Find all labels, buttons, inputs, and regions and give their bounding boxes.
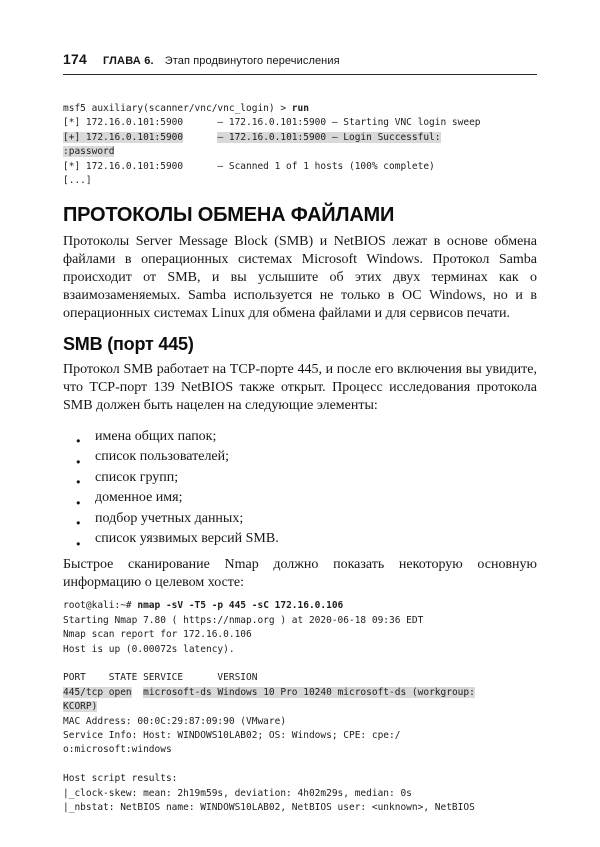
code-line bbox=[63, 628, 537, 642]
code-segment: Nmap scan report for 172.16.0.106 bbox=[63, 629, 252, 641]
code-line bbox=[63, 145, 537, 159]
code-line bbox=[63, 643, 537, 657]
list-item: ● имена общих папок; bbox=[63, 428, 537, 446]
code-line bbox=[63, 715, 537, 729]
running-head bbox=[63, 51, 537, 75]
code-segment: :password bbox=[63, 146, 115, 158]
code-line bbox=[63, 131, 537, 145]
code-segment: [+] 172.16.0.101:5900 bbox=[63, 131, 184, 143]
list-item: ● доменное имя; bbox=[63, 489, 537, 507]
code-segment: KCORP) bbox=[63, 701, 98, 713]
paragraph-file-protocols: Протоколы Server Message Block (SMB) и NetBIOS лежат в основе обмена файлами в операционных системах Microsoft Windows. Протокол Samba происходит от SMB, и вы услышите об этих двух терминах как о взаимозаменяемых. Samba используется не только в ОС Windows, но и в операционных системах Linux для обмена файлами и для сервисов печати. bbox=[63, 234, 537, 321]
chapter-title: Этап продвинутого перечисления bbox=[164, 55, 340, 67]
code-segment: microsoft-ds Windows 10 Pro 10240 microsoft-ds (workgroup: bbox=[143, 686, 475, 698]
code-segment: run bbox=[291, 103, 309, 114]
paragraph-nmap-scan: Быстрое сканирование Nmap должно показать некоторую основную информацию о целевом хосте: bbox=[63, 556, 537, 590]
list-item: ● список уязвимых версий SMB. bbox=[63, 530, 537, 548]
list-item: ● список групп; bbox=[63, 469, 537, 487]
code-segment: o:microsoft:windows bbox=[63, 744, 172, 756]
code-segment: PORT STATE SERVICE VERSION bbox=[63, 672, 258, 684]
list-item: ● подбор учетных данных; bbox=[63, 510, 537, 528]
code-line bbox=[63, 671, 537, 685]
list-item: ● список пользователей; bbox=[63, 448, 537, 466]
section-title-smb-port-445: SMB (порт 445) bbox=[63, 334, 194, 355]
code-line bbox=[63, 160, 537, 174]
code-segment: msf5 auxiliary(scanner/vnc/vnc_login) > bbox=[63, 103, 292, 114]
code-line bbox=[63, 787, 537, 801]
page-number: 174 bbox=[63, 51, 87, 67]
code-segment: Starting Nmap 7.80 ( https://nmap.org ) at 2020-06-18 09:36 EDT bbox=[63, 614, 424, 626]
code-segment bbox=[183, 132, 217, 143]
code-line bbox=[63, 743, 537, 757]
code-line bbox=[63, 772, 537, 786]
code-segment: root@kali:~# bbox=[63, 600, 138, 612]
terminal-output-nmap-scan bbox=[63, 599, 537, 815]
code-segment: Service Info: Host: WINDOWS10LAB02; OS: Windows; CPE: cpe:/ bbox=[63, 730, 401, 742]
code-segment: [...] bbox=[63, 175, 92, 187]
code-line bbox=[63, 657, 537, 671]
code-segment: Host script results: bbox=[63, 773, 178, 785]
code-line bbox=[63, 758, 537, 772]
code-line bbox=[63, 729, 537, 743]
code-segment: Host is up (0.00072s latency). bbox=[63, 643, 235, 655]
code-segment: [*] 172.16.0.101:5900 – Scanned 1 of 1 hosts (100% complete) bbox=[63, 160, 435, 172]
paragraph-smb-intro: Протокол SMB работает на TCP-порте 445, и после его включения вы увидите, что TCP-порт 139 NetBIOS также открыт. Процесс исследования протокола SMB должен быть нацелен на следующие элементы: bbox=[63, 362, 537, 414]
terminal-output-vnc-login bbox=[63, 102, 537, 188]
code-segment: |_clock-skew: mean: 2h19m59s, deviation: 4h02m29s, median: 0s bbox=[63, 787, 412, 799]
code-segment: |_nbstat: NetBIOS name: WINDOWS10LAB02, NetBIOS user: <unknown>, NetBIOS bbox=[63, 802, 475, 814]
code-line bbox=[63, 116, 537, 130]
code-line bbox=[63, 174, 537, 188]
code-line bbox=[63, 614, 537, 628]
code-line bbox=[63, 102, 537, 116]
code-line bbox=[63, 801, 537, 815]
code-segment bbox=[132, 687, 143, 698]
code-segment: – 172.16.0.101:5900 – Login Successful: bbox=[217, 131, 441, 143]
code-line bbox=[63, 686, 537, 700]
code-segment: [*] 172.16.0.101:5900 – 172.16.0.101:5900 – Starting VNC login sweep bbox=[63, 117, 481, 129]
code-segment: 445/tcp open bbox=[63, 686, 132, 698]
code-segment: MAC Address: 00:0C:29:87:09:90 (VMware) bbox=[63, 715, 287, 727]
code-line bbox=[63, 599, 537, 613]
section-title-file-protocols: ПРОТОКОЛЫ ОБМЕНА ФАЙЛАМИ bbox=[63, 204, 395, 227]
chapter-label: ГЛАВА 6. bbox=[102, 55, 154, 67]
smb-enumeration-list bbox=[63, 428, 537, 548]
code-segment: nmap -sV -T5 -p 445 -sC 172.16.0.106 bbox=[137, 600, 344, 612]
code-line bbox=[63, 700, 537, 714]
